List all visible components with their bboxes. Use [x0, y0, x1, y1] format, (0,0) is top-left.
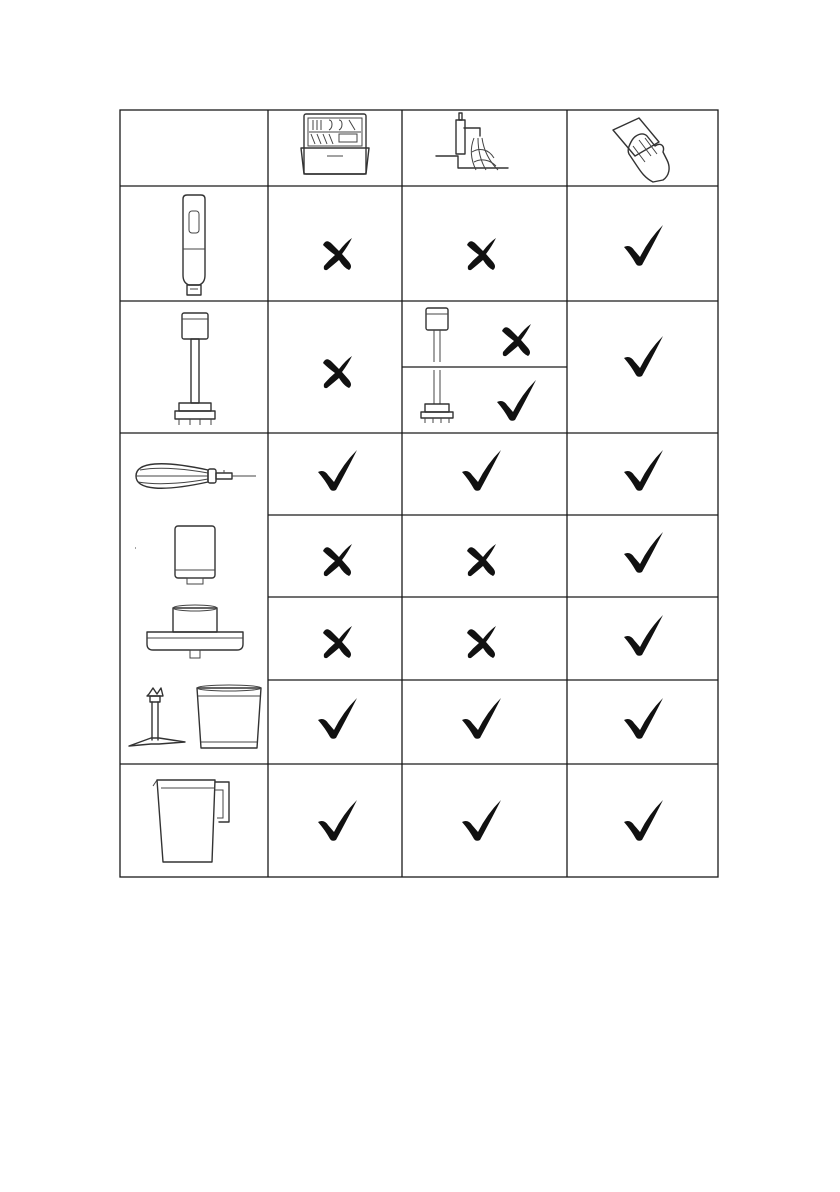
hand-wipe-cloth-icon	[613, 118, 669, 182]
shaft-top-rinse-cross	[502, 324, 531, 356]
shaft-blade-rinse-check	[497, 380, 536, 421]
motor-unit-wipe-check	[624, 225, 663, 266]
measuring-jug-rinse-check	[462, 800, 501, 841]
faucet-rinse-icon	[436, 113, 508, 170]
blender-shaft-wipe-check	[624, 336, 663, 377]
whisk-rinse-check	[462, 450, 501, 491]
chopper-bowl-rinse-check	[462, 698, 501, 739]
chopper-bowl-illustration	[197, 685, 261, 748]
chopper-gearbox-dishwasher-cross	[323, 544, 352, 576]
chopper-lid-illustration	[147, 605, 243, 658]
measuring-jug-dishwasher-check	[318, 800, 357, 841]
dishwasher-icon	[301, 114, 369, 174]
chopper-bowl-dishwasher-check	[318, 698, 357, 739]
motor-unit-rinse-cross	[467, 238, 496, 270]
chopper-gearbox-illustration	[135, 526, 215, 584]
table-grid	[120, 110, 718, 877]
blender-shaft-dishwasher-cross	[323, 356, 352, 388]
chopper-blade-illustration	[129, 688, 185, 746]
whisk-illustration	[136, 464, 256, 489]
motor-unit-dishwasher-cross	[323, 238, 352, 270]
measuring-jug-wipe-check	[624, 800, 663, 841]
shaft-top-illustration	[426, 308, 448, 362]
chopper-lid-wipe-check	[624, 615, 663, 656]
chopper-lid-dishwasher-cross	[323, 626, 352, 658]
chopper-bowl-wipe-check	[624, 698, 663, 739]
measuring-jug-illustration	[153, 780, 229, 862]
motor-unit-illustration	[183, 195, 205, 295]
whisk-wipe-check	[624, 450, 663, 491]
chopper-lid-rinse-cross	[467, 626, 496, 658]
shaft-blade-illustration	[421, 370, 453, 423]
chopper-gearbox-rinse-cross	[467, 544, 496, 576]
chopper-gearbox-wipe-check	[624, 532, 663, 573]
blender-shaft-illustration	[175, 313, 215, 425]
whisk-dishwasher-check	[318, 450, 357, 491]
